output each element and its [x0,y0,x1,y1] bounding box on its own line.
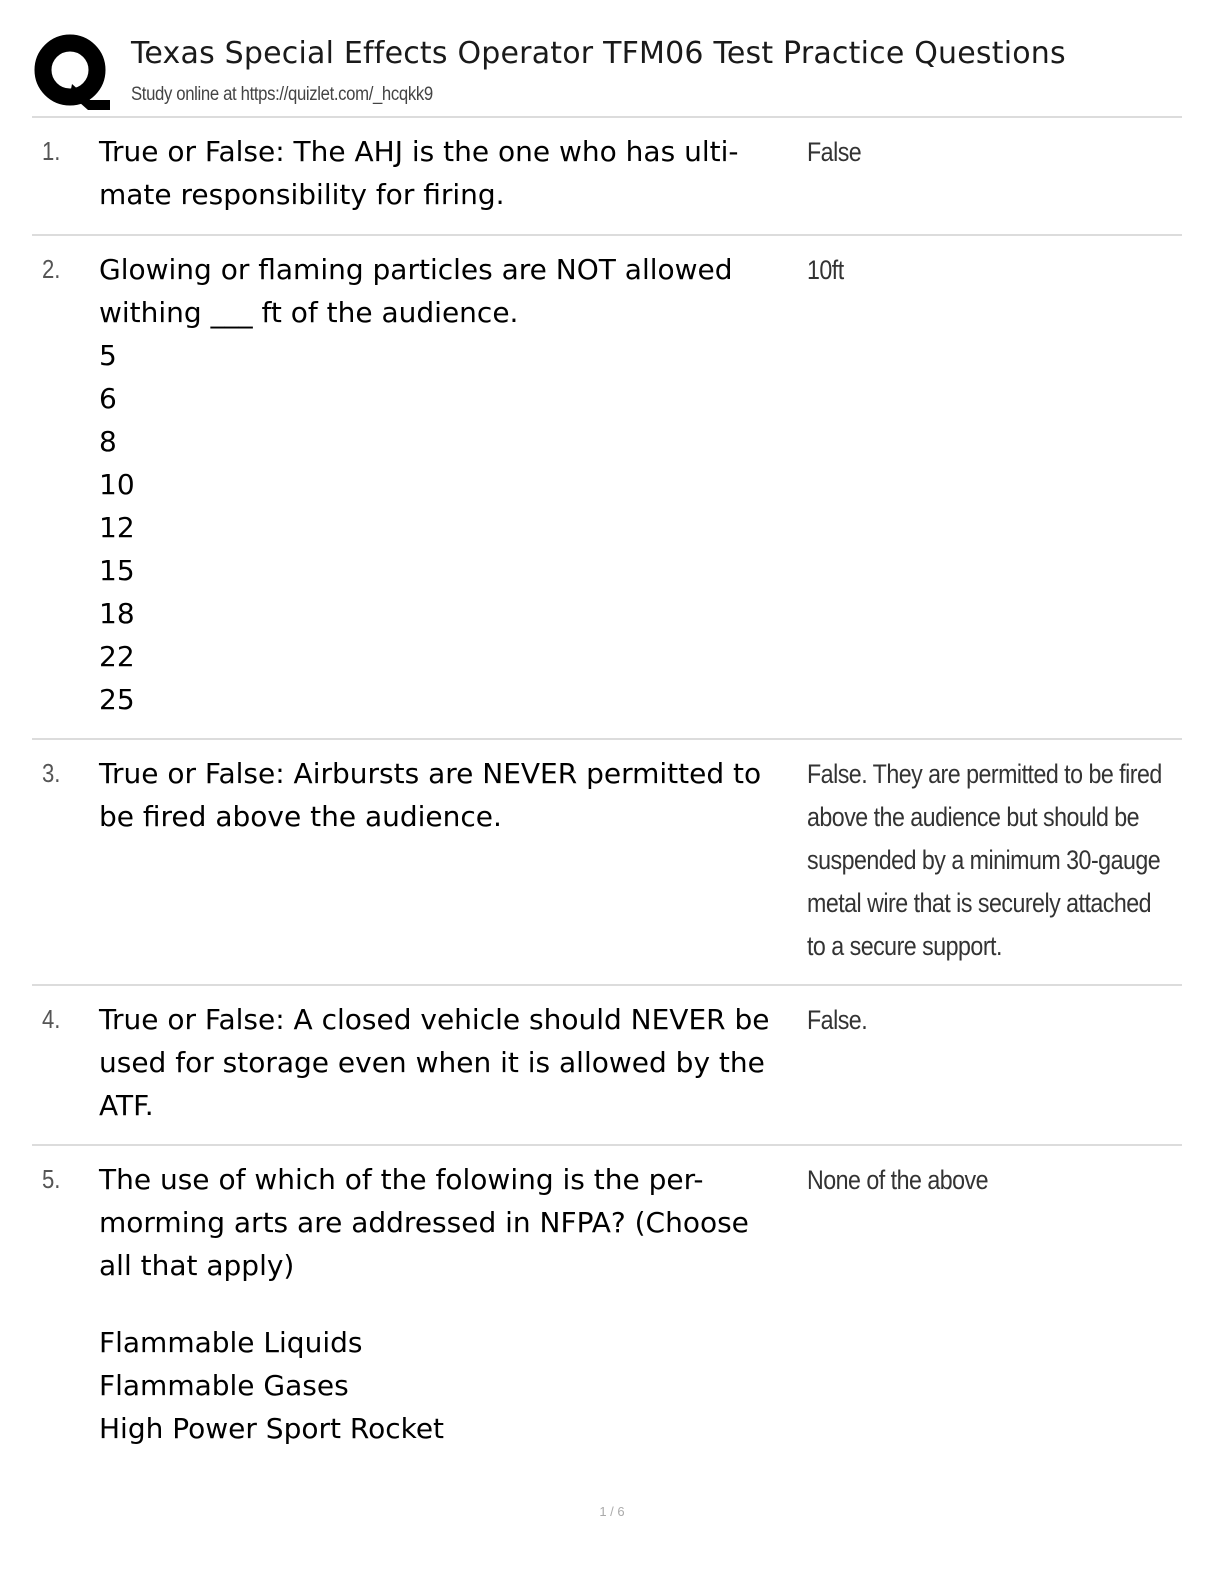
answer-text: None of the above [807,1165,989,1195]
answer-text: False [807,137,862,167]
option-25: 25 [99,683,135,716]
question-text: True or False: Airbursts are NEVER permitted to be fired above the audience. [99,757,762,833]
question-text: True or False: A closed vehicle should NEVER be used for storage even when it is allowed by the ATF. [99,1003,770,1122]
option-18: 18 [99,597,135,630]
option-flammable-liquids: Flammable Liquids [99,1326,363,1359]
question-text: Glowing or flaming particles are NOT allowed withing ___ ft of the audience. 5 6 8 10 12 15 18 22 25 [99,248,804,721]
study-online-link-text[interactable]: Study online at https://quizlet.com/_hcqkk9 [131,84,433,105]
option-22: 22 [99,640,135,673]
answer-text: 10ft [807,255,844,285]
question-item-2 [32,234,1182,738]
question-text: The use of which of the folowing is the per- morming arts are addressed in NFPA? (Choose all that apply) Flammable Liquids Flammable Gases High Power Sport Rocket [99,1158,804,1450]
option-6: 6 [99,382,117,415]
question-item-1 [32,116,1182,234]
option-5: 5 [99,339,117,372]
option-10: 10 [99,468,135,501]
question-number: 1. [42,136,61,166]
answer-text: False. [807,1005,868,1035]
page-number: 1 / 6 [599,1504,625,1519]
question-item-5 [32,1144,1182,1474]
page-header [32,34,1182,114]
question-number: 4. [42,1004,61,1034]
option-15: 15 [99,554,135,587]
question-number: 3. [42,758,61,788]
question-number: 2. [42,254,61,284]
page-title: Texas Special Effects Operator TFM06 Test Practice Questions [131,36,1066,71]
question-text: True or False: The AHJ is the one who has ulti- mate responsibility for firing. [99,135,739,211]
quizlet-q-logo-icon [32,34,112,110]
option-8: 8 [99,425,117,458]
answer-text: False. They are permitted to be fired above the audience but should be suspended by a minimum 30-gauge metal wire that is securely attached to a secure support. [807,759,1162,961]
option-high-power-sport-rocket: High Power Sport Rocket [99,1412,445,1445]
question-list [32,116,1182,1474]
question-item-4 [32,984,1182,1144]
option-12: 12 [99,511,135,544]
option-flammable-gases: Flammable Gases [99,1369,349,1402]
question-item-3 [32,738,1182,984]
question-number: 5. [42,1164,61,1194]
